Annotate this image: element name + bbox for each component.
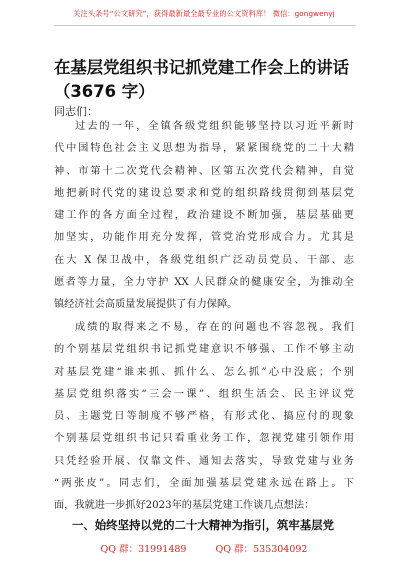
paragraph-2 <box>54 317 354 518</box>
paragraph-line: 员、主题党日等制度不够严格，有形式化、搞应付的现象 <box>54 411 354 423</box>
paragraph-line: 镇经济社会高质量发展提供了有力保障。 <box>54 299 238 311</box>
paragraph-line: 建工作的各方面全过程，政治建设不断加强，基层基础更 <box>54 210 354 222</box>
paragraph-line: 面，我就进一步抓好2023年的基层党建工作谈几点想法： <box>54 500 315 512</box>
paragraph-line: 只凭经验开展、仅靠文件、通知去落实，导致党建与业务 <box>54 455 354 467</box>
paragraph-line: “两张皮”。同志们，全面加强基层党建永远在路上。下 <box>54 478 354 490</box>
footer-qq-group-2: QQ 群：535304092 <box>215 544 308 555</box>
paragraph-line: 个别基层党组织书记只看重业务工作，忽视党建引领作用 <box>54 433 354 445</box>
paragraph-line: 对基层党建“谁来抓、抓什么、怎么抓”心中没底；个别 <box>54 366 354 378</box>
paragraph-line: 愿者等力量，全力守护 XX 人民群众的健康安全，为推动全 <box>54 277 354 289</box>
paragraph-line: 成绩的取得来之不易，存在的问题也不容忽视。我们 <box>75 322 354 333</box>
paragraph-line: 过去的一年，全镇各级党组织能够坚持以习近平新时 <box>75 121 354 132</box>
document-title <box>54 56 374 104</box>
title-line-1: 在基层党组织书记抓党建工作会上的讲话 <box>54 58 350 77</box>
greeting: 同志们： <box>54 105 98 118</box>
paragraph-line: 在大 X 保卫战中，各级党组织广泛动员党员、干部、志 <box>54 254 354 266</box>
header-divider <box>54 25 356 26</box>
footer-qq-group-1: QQ 群：31991489 <box>100 544 187 555</box>
paragraph-line: 代中国特色社会主义思想为指导，紧紧围绕党的二十大精 <box>54 143 354 155</box>
section-heading-1: 一、始终坚持以党的二十大精神为指引，筑牢基层党 <box>72 518 334 532</box>
paragraph-line: 加坚实，功能作用充分发挥，管党治党形成合力。尤其是 <box>54 232 354 244</box>
paragraph-line: 的个别基层党组织书记抓党建意识不够强、工作不够主动 <box>54 344 354 356</box>
footer <box>0 541 408 555</box>
header-banner: 关注头条号“公文研究”，获得最新最全最专业的公文资料库！ 微信：gongwenyj <box>73 9 335 18</box>
paragraph-line: 神、市第十二次党代会精神、区第五次党代会精神，自觉 <box>54 165 354 177</box>
paragraph-1 <box>54 116 354 317</box>
paragraph-line: 地把新时代党的建设总要求和党的组织路线贯彻到基层党 <box>54 187 354 199</box>
title-line-2: （3676 字） <box>54 82 155 101</box>
paragraph-line: 基层党组织落实“三会一课”、组织生活会、民主评议党 <box>54 388 354 400</box>
